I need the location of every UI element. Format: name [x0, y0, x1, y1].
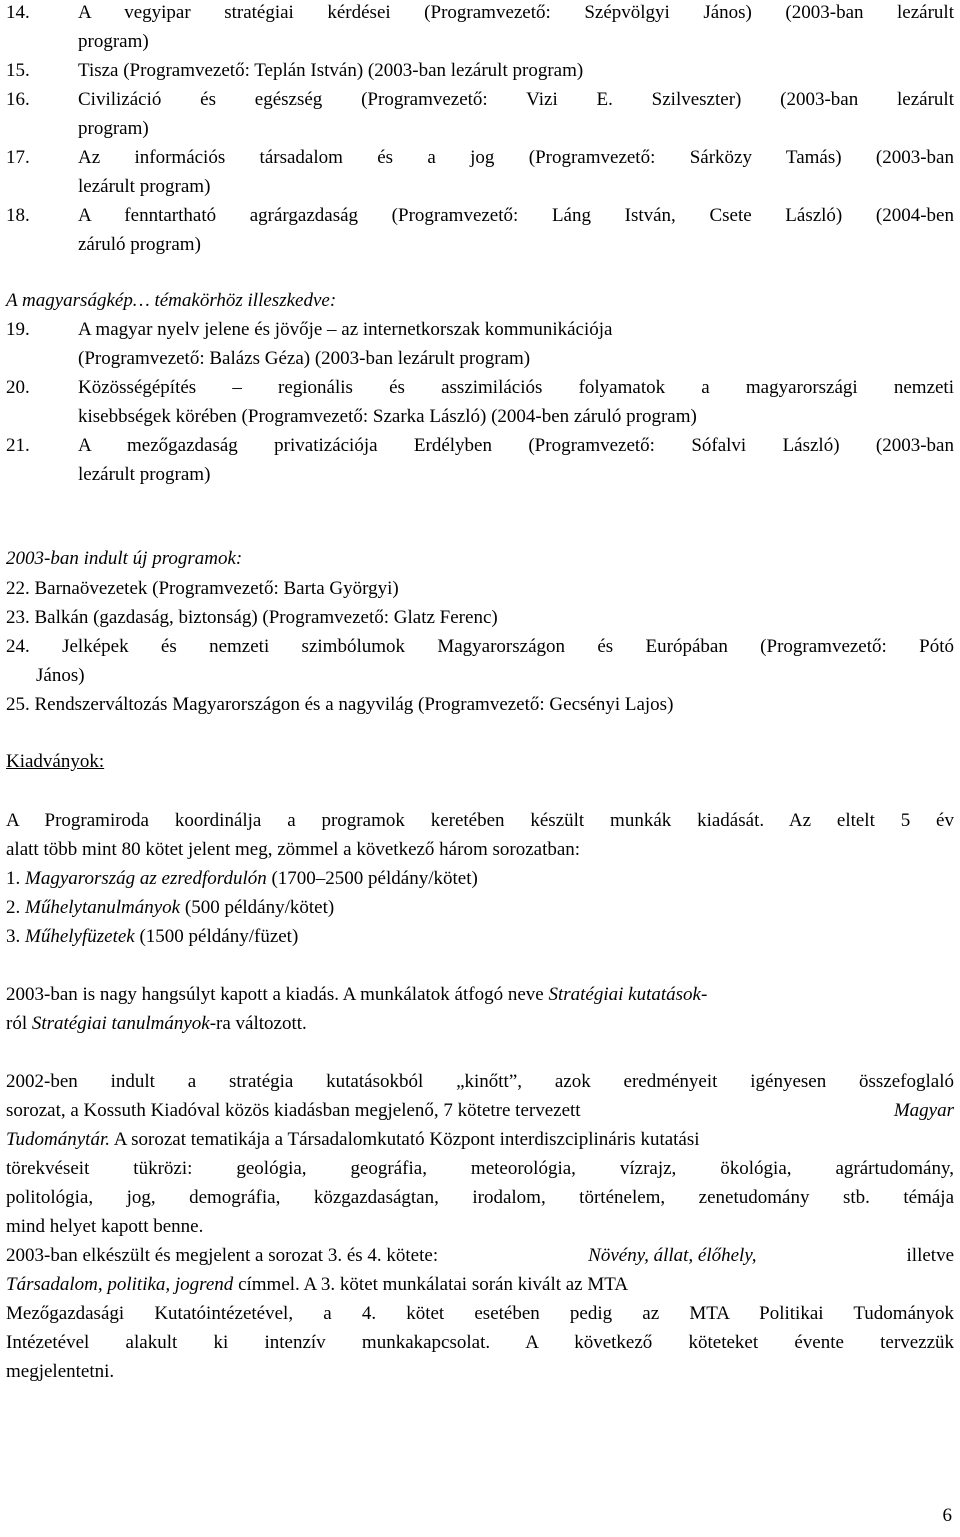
paragraph-line: törekvéseit tükrözi: geológia, geográfia, meteorológia, vízrajz, ökológia, agrártudomány,	[6, 1158, 954, 1179]
paragraph-line: 2002-ben indult a stratégia kutatásokból „kinőtt”, azok eredményeit igényesen összefoglaló	[6, 1071, 954, 1092]
page-number: 6	[942, 1505, 952, 1526]
paragraph-line: sorozat, a Kossuth Kiadóval közös kiadásban megjelenő, 7 kötetre tervezett Magyar	[6, 1100, 954, 1121]
series-item: 1. Magyarország az ezredfordulón (1700–2500 példány/kötet)	[6, 868, 478, 889]
paragraph-line: megjelentetni.	[6, 1361, 115, 1382]
paragraph-line: Intézetével alakult ki intenzív munkakapcsolat. A következő köteteket évente tervezzük	[6, 1332, 954, 1353]
list-item: 23. Balkán (gazdaság, biztonság) (Programvezető: Glatz Ferenc)	[6, 607, 498, 628]
section-heading-magyarsagkep: A magyarságkép… témakörhöz illeszkedve:	[6, 290, 337, 311]
section-heading-kiadvanyok: Kiadványok:	[6, 751, 105, 772]
list-item: 22. Barnaövezetek (Programvezető: Barta Györgyi)	[6, 578, 399, 599]
list-item: 24. Jelképek és nemzeti szimbólumok Magyarországon és Európában (Programvezető: Pótó	[6, 636, 954, 657]
list-item: 25. Rendszerváltozás Magyarországon és a nagyvilág (Programvezető: Gecsényi Lajos)	[6, 694, 674, 715]
paragraph-line: alatt több mint 80 kötet jelent meg, zömmel a következő három sorozatban:	[6, 839, 581, 860]
document-page: 14. A vegyipar stratégiai kérdései (Programvezető: Szépvölgyi János) (2003-ban lezárult program) 15. Tisza (Programvezető: Teplán István) (2003-ban lezárult program) 16. Civilizáció és egészség (Programvezető: Vizi E. Szilveszter) (2003-ban lezárult program) 17. Az információs társadalom és a jog (Programvezető: Sárközy Tamás) (2003-ban lezárult program) 18. A fenntartható agrárgazdaság (Programvezető: Láng István, Csete László) (2004-ben záruló program) A magyarságkép… témakörhöz illeszkedve: 19. A magyar nyelv jelene és jövője – az internetkorszak kommunikációja (Programvezető: Balázs Géza) (2003-ban lezárult program) 20. Közösségépítés – regionális és asszimilációs folyamatok a magyarországi nemzeti kisebbségek körében (Programvezető: Szarka László) (2004-ben záruló program) 21. A mezőgazdaság privatizációja Erdélyben (Programvezető: Sófalvi László) (2003-ban lezárult program) 2003-ban indult új programok: 22. Barnaövezetek (Programvezető: Barta Györgyi) 23. Balkán (gazdaság, biztonság) (Programvezető: Glatz Ferenc) 24. Jelképek és nemzeti szimbólumok Magyarországon és Európában (Programvezető: Pótó János) 25. Rendszerváltozás Magyarországon és a nagyvilág (Programvezető: Gecsényi Lajos) Kiadványok: A Programiroda koordinálja a programok keretében készült munkák kiadását. Az eltelt 5 év alatt több mint 80 kötet jelent meg, zömmel a következő három sorozatban: 1. Magyarország az ezredfordulón (1700–2500 példány/kötet) 2. Műhelytanulmányok (500 példány/kötet) 3. Műhelyfüzetek (1500 példány/füzet) 2003-ban is nagy hangsúlyt kapott a kiadás. A munkálatok átfogó neve Stratégiai kutatások- ról Stratégiai tanulmányok-ra változott. 2002-ben indult a stratégia kutatásokból „kinőtt”, azok eredményeit igényesen összefoglaló sorozat, a Kossuth Kiadóval közös kiadásban megjelenő, 7 kötetre tervezett Magyar Tudománytár. A sorozat tematikája a Társadalomkutató Központ interdiszciplináris kutatási törekvéseit tükrözi: geológia, geográfia, meteorológia, vízrajz, ökológia, agrártudomány, politológia, jog, demográfia, közgazdaságtan, irodalom, történelem, zenetudomány stb. témája mind helyet kapott benne. 2003-ban elkészült és megjelent a sorozat 3. és 4. kötete: Növény, állat, élőhely, illetve Társadalom, politika, jogrend címmel. A 3. kötet munkálatai során kivált az MTA Mezőgazdasági Kutatóintézetével, a 4. kötet esetében pedig az MTA Politikai Tudományok Intézetével alakult ki intenzív munkakapcsolat. A következő köteteket évente tervezzük megjelentetni.	[6, 2, 954, 1382]
paragraph-line: A Programiroda koordinálja a programok keretében készült munkák kiadását. Az eltelt 5 év	[6, 810, 954, 831]
paragraph-line: 2003-ban elkészült és megjelent a sorozat 3. és 4. kötete: Növény, állat, élőhely, illetve	[6, 1245, 954, 1266]
paragraph-line: mind helyet kapott benne.	[6, 1216, 204, 1237]
series-item: 3. Műhelyfüzetek (1500 példány/füzet)	[6, 926, 299, 947]
paragraph-line: Mezőgazdasági Kutatóintézetével, a 4. kötet esetében pedig az MTA Politikai Tudományok	[6, 1303, 954, 1324]
paragraph-line: politológia, jog, demográfia, közgazdaságtan, irodalom, történelem, zenetudomány stb. témája	[6, 1187, 954, 1208]
paragraph-line: 2003-ban is nagy hangsúlyt kapott a kiadás. A munkálatok átfogó neve Stratégiai kutatások-	[6, 984, 708, 1005]
series-item: 2. Műhelytanulmányok (500 példány/kötet)	[6, 897, 335, 918]
paragraph-line: Tudománytár. A sorozat tematikája a Társadalomkutató Központ interdiszciplináris kutatási	[6, 1129, 700, 1150]
section-heading-new-programs: 2003-ban indult új programok:	[6, 548, 243, 569]
paragraph-line: ról Stratégiai tanulmányok-ra változott.	[6, 1013, 307, 1034]
paragraph-line: Társadalom, politika, jogrend címmel. A 3. kötet munkálatai során kivált az MTA	[6, 1274, 629, 1295]
